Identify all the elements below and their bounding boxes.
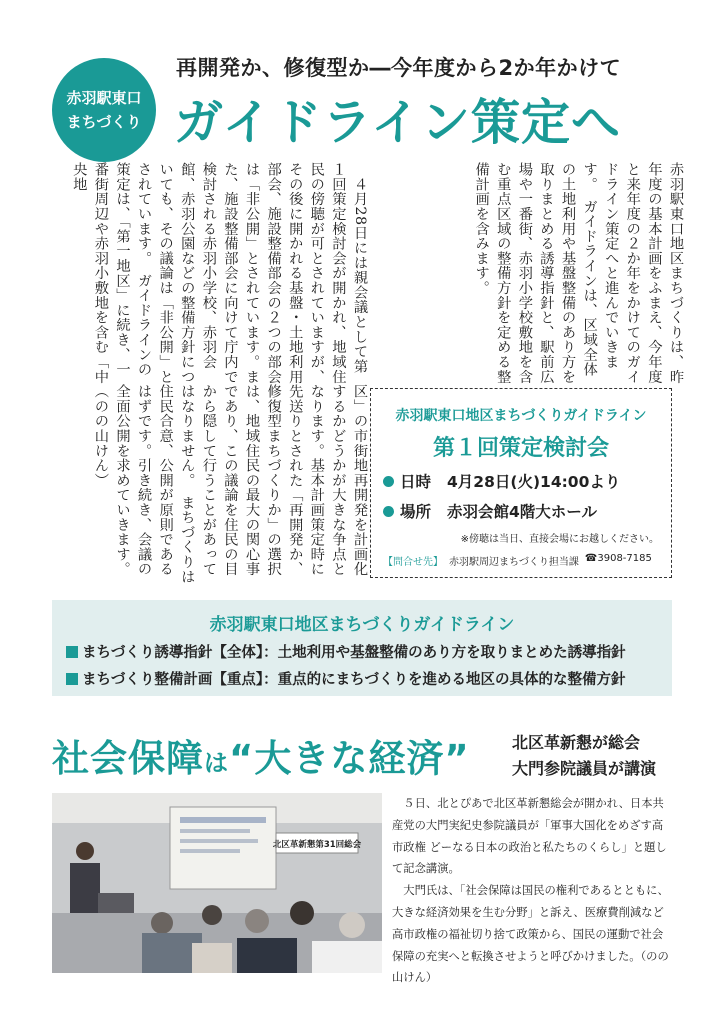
event-box — [370, 388, 672, 578]
article2-subtitle — [512, 730, 656, 782]
guideline-panel-title: 赤羽駅東口地区まちづくりガイドライン — [209, 615, 515, 635]
article2-paragraph-1: ５日、北とぴあで北区革新懇総会が開かれ、日本共産党の大門実紀史参院議員が「軍事大国化をめざす高市政権 どーなる日本の政治と私たちのくらし」と題して記念講演。 — [392, 797, 667, 876]
event-date-value: 4月28日(火)14:00より — [447, 473, 621, 491]
article2-subtitle-line2: 大門参院議員が講演 — [512, 759, 657, 778]
article2-body — [392, 793, 674, 989]
article2-title-b: は — [204, 749, 229, 777]
article2-title-c: “大きな経済” — [229, 737, 470, 780]
article-title: ガイドライン策定へ — [174, 94, 622, 151]
article-column-1: 赤羽駅東口地区まちづくりは、昨年度の基本計画をふまえ、今年度と来年度の２か年をかけてのガイドライン策定へと進んでいきます。 ガイドラインは、区域全体の土地利用や基盤整備のあり方を取りまとめる誘導指針と、駅前広場や一番街、赤羽小学校敷地を含む重点区域の整備方針を定める整備計画を含みます。 — [473, 162, 684, 384]
guideline-item-label: まちづくり整備計画【重点】： — [82, 672, 278, 688]
event-box-title: 第１回策定検討会 — [432, 436, 609, 461]
event-date-label: 日時 — [400, 473, 432, 491]
guideline-panel — [52, 600, 672, 696]
event-place-label: 場所 — [400, 503, 432, 521]
contact-phone: ☎3908-7185 — [584, 553, 652, 564]
guideline-item — [66, 641, 658, 662]
square-bullet-icon — [66, 646, 78, 658]
contact-value: 赤羽駅周辺まちづくり担当課 — [449, 557, 579, 568]
guideline-item-desc: 重点的にまちづくりを進める地区の具体的な整備方針 — [277, 672, 626, 688]
photo-banner-text: 北区革新懇第31回総会 — [272, 840, 362, 850]
contact-label: 【問合せ先】 — [383, 557, 443, 568]
event-contact — [383, 553, 659, 568]
event-date-row — [383, 470, 659, 492]
bullet-dot-icon — [383, 506, 394, 517]
article-column-3: 区」の市街地再開発を計画化するかどうかが大きな争点となります。基本計画策定時に先送りとされた「再開発か、修復型まちづくりか」の選択は、地域住民の最大の関心事であり、この議論を住民の目から隠して行うことがあってはなりません。 まちづくりは住民合意、公開が原則であるはずです。引き続き、会議の全面公開を求めていきます。（のの山けん） — [92, 384, 368, 585]
event-place-value: 赤羽会館4階大ホール — [447, 503, 597, 521]
section-badge — [52, 58, 156, 162]
guideline-item-label: まちづくり誘導指針【全体】： — [82, 645, 278, 661]
article2-paragraph-2: 大門氏は、「社会保障は国民の権利であるとともに、大きな経済効果を生む分野」と訴え、医療費削減など高市政権の福祉切り捨て政策から、国民の運動で社会保障の充実へと転換させようと呼びかけました。（のの山けん） — [392, 884, 669, 985]
badge-line2: まちづくり — [66, 113, 142, 131]
badge-line1: 赤羽駅東口 — [66, 89, 142, 107]
guideline-item — [66, 668, 658, 689]
square-bullet-icon — [66, 673, 78, 685]
guideline-item-desc: 土地利用や基盤整備のあり方を取りまとめた誘導指針 — [277, 645, 626, 661]
article-subtitle: 再開発か、修復型か―今年度から2か年かけて — [176, 56, 622, 80]
bullet-dot-icon — [383, 476, 394, 487]
meeting-photo — [52, 793, 382, 973]
meeting-photo-illustration — [52, 793, 382, 973]
event-note: ※傍聴は当日、直接会場にお越しください。 — [460, 534, 659, 545]
event-box-top: 赤羽駅東口地区まちづくりガイドライン — [395, 408, 647, 424]
article2-title — [52, 728, 470, 782]
article2-subtitle-line1: 北区革新懇が総会 — [512, 733, 641, 752]
article-column-2: ４月28日には親会議として第１回策定検討会が開かれ、地域住民の傍聴が可とされていますが、その後に開かれる基盤・土地利用部会、施設整備部会の２つの部会は「非公開」とされています。また、施設整備部会に向けて庁内で検討される赤羽小学校、赤羽会館、赤羽公園などの整備方針についても、その議論は「非公開」とされています。 ガイドラインの策定は、「第一地区」に続き、一番街周辺や赤羽小敷地を含む「中央地 — [71, 162, 368, 384]
event-place-row — [383, 500, 659, 522]
article2-title-a: 社会保障 — [52, 737, 204, 780]
